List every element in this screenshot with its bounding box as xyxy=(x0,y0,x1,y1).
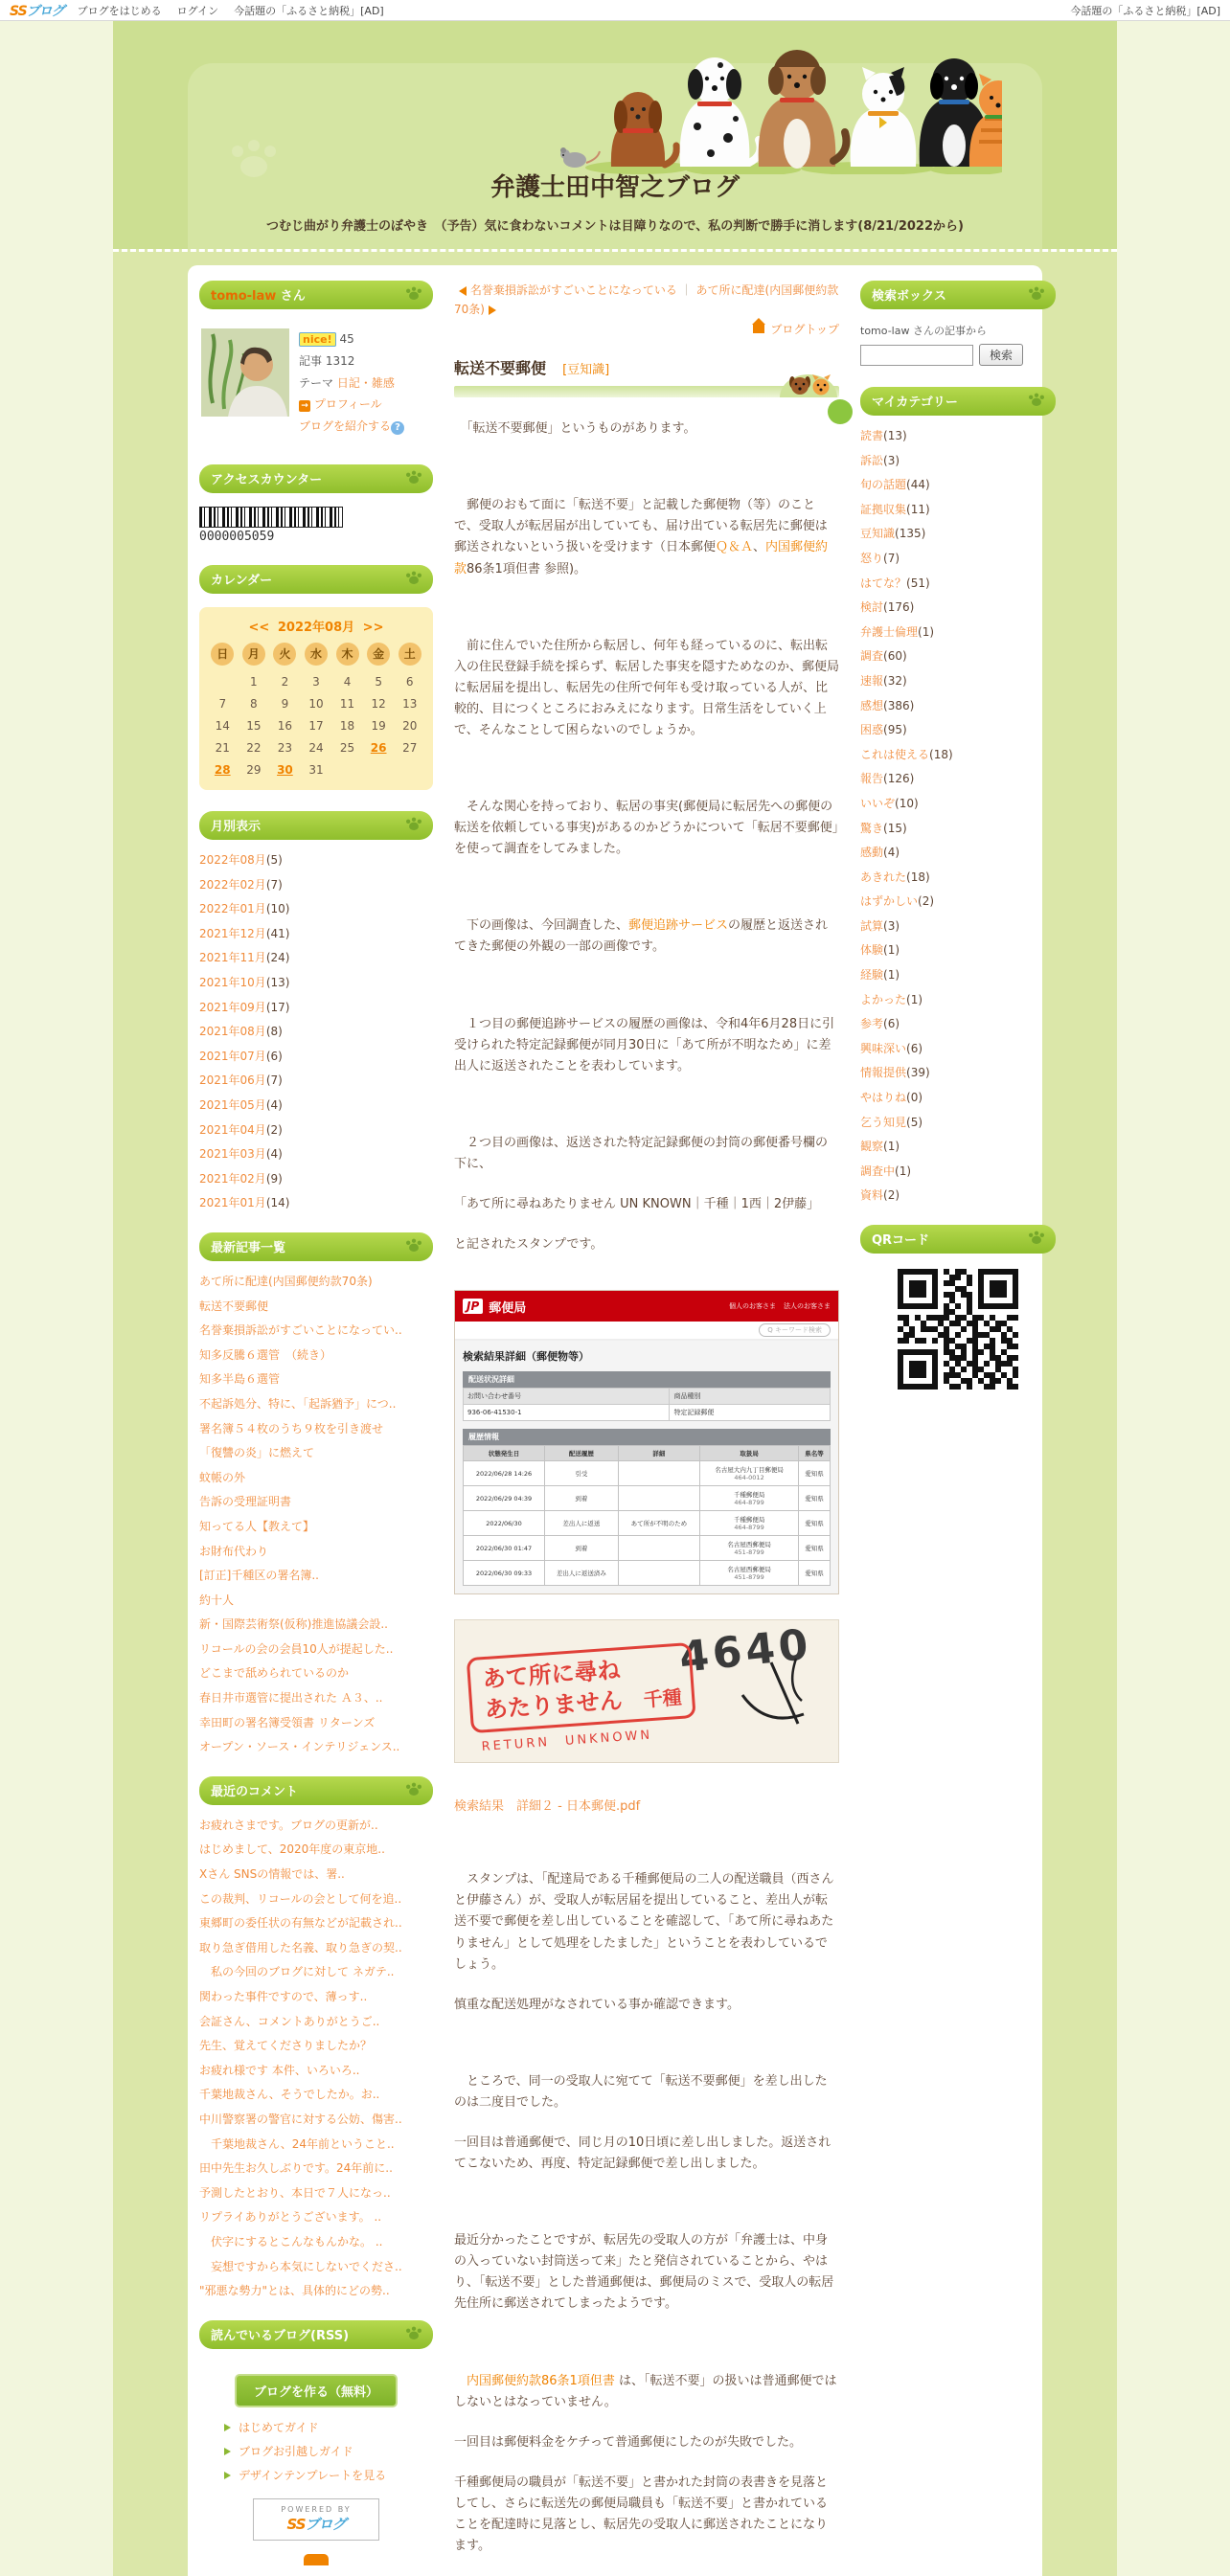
calendar-prev-button[interactable]: << xyxy=(248,621,270,636)
access-counter-value: 0000005059 xyxy=(199,530,275,545)
jp-search-box: Q キーワード検索 xyxy=(759,1323,831,1337)
powered-by-badge[interactable]: POWERED BY SSブログ xyxy=(253,2498,379,2541)
article-paragraph: 千種郵便局の職員が「転送不要」と書かれた封筒の表書きを見落としてし、さらに転送先の郵便局職員も「転送不要」と書かれていることを配達時に見落とし、転居先の受取人に郵送されたことになります。 xyxy=(454,2474,829,2554)
article-paragraph: 一回目は普通郵便で、同じ月の10日頃に差し出しました。返送されてこないため、再度、特定記録郵便で差し出しました。 xyxy=(454,2135,831,2172)
next-arrow-icon xyxy=(489,305,501,315)
recent-article-item[interactable]: 告訴の受理証明書 xyxy=(199,1495,292,1509)
recent-article-item[interactable]: 知多半島６選管 xyxy=(199,1372,281,1387)
recent-article-item[interactable]: 約十人 xyxy=(199,1593,235,1607)
archive-item[interactable]: 2021年08月(8) xyxy=(199,1025,283,1039)
article-paragraph: スタンプは、「配達局である千種郵便局の二人の配送職員（西さんと伊藤さん）が、受取人が転居届を提出していること、差出人が転送不要で郵便を差し出していることを確認して、「あて所に尋ねあたりません」として処理をしたました」ということを表わしているでしょう。 xyxy=(454,1872,834,1972)
article-paragraph: ところで、同一の受取人に宛てて「転送不要郵便」を差し出したのは二度目でした。 xyxy=(454,2073,828,2110)
article-category-link[interactable]: [豆知識] xyxy=(562,363,610,378)
brown-dog xyxy=(759,50,847,169)
weekday-label: 木 xyxy=(336,643,359,666)
next-article-link[interactable]: あて所に配達(内国郵便約款70条) xyxy=(454,283,839,317)
recent-comment-item[interactable]: 千葉地裁さん、そうでしたか。お.. xyxy=(199,2088,380,2102)
archive-item[interactable]: 2021年09月(17) xyxy=(199,1000,290,1014)
category-item[interactable]: よかった(1) xyxy=(860,992,923,1006)
calendar-date[interactable]: 13 xyxy=(402,697,418,712)
help-icon[interactable]: ? xyxy=(391,421,404,435)
recent-comment-item[interactable]: 予測したとおり、本日で７人になっ.. xyxy=(199,2185,391,2200)
recent-article-item[interactable]: [訂正]千種区の署名簿.. xyxy=(199,1569,319,1583)
archive-item[interactable]: 2022年08月(5) xyxy=(199,853,283,868)
category-item[interactable]: 興味深い(6) xyxy=(860,1041,923,1055)
calendar-date[interactable]: 20 xyxy=(402,719,418,734)
calendar-date[interactable]: 27 xyxy=(402,741,418,756)
blog-subtitle: つむじ曲がり弁護士のぼやき （予告）気に食わないコメントは目障りなので、私の判断で勝手に消します(8/21/2022から) xyxy=(266,219,964,234)
recent-comment-item[interactable]: お疲れ様です 本件、いろいろ.. xyxy=(199,2063,360,2077)
category-item[interactable]: これは使える(18) xyxy=(860,747,953,761)
jp-logo: JP xyxy=(463,1299,483,1314)
category-item[interactable]: いいぞ(10) xyxy=(860,796,919,810)
article-paragraph: そんな関心を持っており、転居の事実(郵便局に転居先への郵便の転送を依頼している事実)があるのかどうかについて「転居不要郵便」を使って調査をしてみました。 xyxy=(454,800,839,857)
weekday-label: 土 xyxy=(399,643,421,666)
calendar-date[interactable] xyxy=(394,763,425,777)
calendar-date[interactable]: 23 xyxy=(277,741,293,756)
category-item[interactable]: 観察(1) xyxy=(860,1140,900,1154)
recent-article-item[interactable]: 幸田町の署名簿受領書 リターンズ xyxy=(199,1715,376,1729)
archive-item[interactable]: 2021年06月(7) xyxy=(199,1073,283,1088)
weekday-label: 月 xyxy=(242,643,265,666)
section-header-recent-articles: 最新記事一覧 xyxy=(199,1232,433,1261)
tracking-page-title: 検索結果詳細（郵便物等） xyxy=(463,1350,589,1364)
right-ad-link[interactable]: 今話題の「ふるさと納税」[AD] xyxy=(1070,4,1220,17)
recent-article-item[interactable]: リコールの会の会員10人が提起した.. xyxy=(199,1641,394,1656)
article-title: 転送不要郵便 xyxy=(454,359,547,378)
archive-item[interactable]: 2021年11月(24) xyxy=(199,951,290,965)
inline-link[interactable]: 内国郵便約款 xyxy=(454,540,829,576)
category-item[interactable]: 情報提供(39) xyxy=(860,1066,930,1080)
category-item[interactable]: 乞う知見(5) xyxy=(860,1115,923,1129)
category-item[interactable]: 参考(6) xyxy=(860,1017,900,1031)
category-item[interactable]: 報告(126) xyxy=(860,772,915,786)
rss-icon[interactable] xyxy=(304,2554,329,2565)
paw-icon xyxy=(1027,391,1046,407)
calendar-date[interactable]: 29 xyxy=(246,763,262,778)
archive-item[interactable]: 2021年07月(6) xyxy=(199,1049,283,1063)
article-paragraph: 慎重な配送処理がなされている事か確認できます。 xyxy=(454,1997,740,2012)
history-section-label: 履歴情報 xyxy=(463,1429,831,1445)
pdf-link[interactable]: 検索結果 詳細２ - 日本郵便.pdf xyxy=(454,1799,641,1815)
category-item[interactable]: 証拠収集(11) xyxy=(860,502,930,516)
archive-item[interactable]: 2021年03月(4) xyxy=(199,1147,283,1162)
recent-article-item[interactable]: 春日井市選管に提出された Ａ３、.. xyxy=(199,1691,383,1706)
weekday-label: 日 xyxy=(211,643,234,666)
recent-article-item[interactable]: 名誉棄損訴訟がすごいことになってい.. xyxy=(199,1323,402,1338)
recent-comment-item[interactable]: リプライありがとうございます。 .. xyxy=(199,2210,382,2225)
blog-title[interactable]: 弁護士田中智之ブログ xyxy=(490,173,740,202)
paw-icon xyxy=(404,1780,423,1796)
calendar-date[interactable]: 9 xyxy=(281,697,289,712)
article-paragraph: 下の画像は、今回調査した、郵便追跡サービスの履歴と返送されてきた郵便の外観の一部の画像です。 xyxy=(454,918,829,955)
page-container xyxy=(113,21,1117,2576)
home-icon xyxy=(753,325,764,333)
category-item[interactable]: はてな？(51) xyxy=(860,576,930,590)
template-link[interactable]: デザインテンプレートを見る xyxy=(224,2467,433,2483)
section-header-qr: QRコード xyxy=(860,1225,1056,1254)
calendar-date[interactable]: 7 xyxy=(218,697,227,712)
content-area xyxy=(188,265,1042,2576)
category-item[interactable]: 試算(3) xyxy=(860,918,900,933)
category-item[interactable]: はずかしい(2) xyxy=(860,894,935,909)
calendar-dates xyxy=(207,675,425,777)
archive-item[interactable]: 2021年02月(9) xyxy=(199,1171,283,1186)
svg-text:千種: 千種 xyxy=(642,1685,683,1712)
svg-text:あたりません: あたりません xyxy=(484,1686,624,1724)
title-underline xyxy=(454,386,839,397)
prev-arrow-icon xyxy=(454,286,467,296)
calendar-date[interactable]: 30 xyxy=(277,763,293,778)
recent-article-item[interactable]: どこまで舐められているのか xyxy=(199,1666,350,1681)
inline-link[interactable]: 内国郵便約款86条1項但書 xyxy=(467,2373,615,2388)
calendar-date[interactable] xyxy=(331,763,363,777)
profile-photo[interactable] xyxy=(201,328,289,417)
calendar-date[interactable]: 28 xyxy=(214,763,231,778)
japanpost-header: JP 郵便局 個人のお客さま 法人のお客さま xyxy=(455,1291,838,1322)
recent-comment-list xyxy=(199,1819,433,2299)
article-paragraph: と記されたスタンプです。 xyxy=(454,1237,604,1253)
tracking-history-row: 2022/06/29 04:39 到着 千種郵便局 464-8799 愛知県 xyxy=(464,1486,831,1511)
recent-comment-item[interactable]: 私の今回のブログに対して ネガテ.. xyxy=(199,1965,395,1979)
recent-comment-item[interactable]: "邪悪な勢力"とは、具体的にどの勢.. xyxy=(199,2284,390,2298)
category-item[interactable]: 感想(386) xyxy=(860,698,915,712)
profile-username[interactable]: tomo-law xyxy=(211,289,277,304)
calendar-date[interactable]: 17 xyxy=(308,719,324,734)
paw-icon xyxy=(1027,284,1046,301)
category-item[interactable]: やはりね(0) xyxy=(860,1091,923,1105)
category-item[interactable]: 怒り(7) xyxy=(860,551,900,565)
recent-comment-item[interactable]: 取り急ぎ借用した名義、取り急ぎの契.. xyxy=(199,1940,402,1955)
recent-article-item[interactable]: お財布代わり xyxy=(199,1544,269,1558)
header-dogs-illustration xyxy=(552,31,1002,174)
recent-comment-item[interactable]: 田中先生お久しぶりです。24年前に.. xyxy=(199,2161,393,2176)
mini-animals-icon xyxy=(780,371,837,397)
japanpost-subnav xyxy=(455,1322,838,1341)
top-bar xyxy=(0,0,1230,21)
section-header-counter: アクセスカウンター xyxy=(199,464,433,493)
calendar-date[interactable]: 26 xyxy=(370,741,387,756)
recent-comment-item[interactable]: 東郷町の委任状の有無などが記載され.. xyxy=(199,1916,402,1931)
paw-icon xyxy=(404,2324,423,2340)
inline-link[interactable]: Ｑ＆Ａ xyxy=(716,540,754,555)
paw-icon xyxy=(1027,1229,1046,1245)
calendar-date[interactable]: 8 xyxy=(250,697,258,712)
calendar-date[interactable]: 31 xyxy=(308,763,324,778)
breadcrumb: 名誉棄損訴訟がすごいことになっている ｜ あて所に配達(内国郵便約款70条) ブログトップ xyxy=(454,283,839,336)
topic-ad-link[interactable]: 今話題の「ふるさと納税」[AD] xyxy=(234,4,384,17)
svg-text:RETURN UNKNOWN: RETURN UNKNOWN xyxy=(481,1728,653,1755)
paw-icon xyxy=(404,1236,423,1253)
arrow-icon: → xyxy=(299,400,310,412)
recent-article-item[interactable]: 「復讐の炎」に燃えて xyxy=(199,1446,315,1460)
recent-comment-item[interactable]: 先生、覚えてくださりましたか？ xyxy=(199,2039,373,2053)
article-body-bottom xyxy=(454,1869,839,2557)
calendar-date[interactable]: 25 xyxy=(339,741,355,756)
calendar-date[interactable]: 4 xyxy=(343,675,352,689)
calendar-date[interactable]: 12 xyxy=(371,697,386,712)
article-paragraph: ２つ目の画像は、返送された特定記録郵便の封筒の郵便番号欄の下に、 xyxy=(454,1135,829,1171)
article-paragraph: １つ目の郵便追跡サービスの履歴の画像は、令和4年6月28日に引受けられた特定記録郵便が同月30日に「あて所が不明なため」に差出人に返送されたことを表わしています。 xyxy=(454,1016,835,1073)
category-item[interactable]: 驚き(15) xyxy=(860,821,907,835)
category-item[interactable]: 調査中(1) xyxy=(860,1164,912,1178)
tracking-history-table: 状態発生日 配送履歴 詳細 取扱局 県名等 2022/06/28 14:26 引受 名古屋大内九丁目郵便局 464-0012 愛知県 2022/06/29 04:39 到着 千種郵便局 464-8799 愛知県 2022/06/30 差出人に返送 あて所が不明のため 千種郵便局 464-8799 愛知県 2022/06/30 01:47 到着 名古屋西郵便局 451-8799 愛知県 2022/06/30 09:33 差出人に返送済み 名古屋西郵便局 451-8799 愛知県 xyxy=(463,1445,831,1586)
login-link[interactable]: ログイン xyxy=(176,4,219,17)
guide-link[interactable]: はじめてガイド xyxy=(224,2419,433,2435)
calendar-date[interactable]: 18 xyxy=(339,719,355,734)
category-item[interactable]: あきれた(18) xyxy=(860,870,930,884)
category-item[interactable]: 経験(1) xyxy=(860,968,900,983)
paw-icon xyxy=(404,569,423,585)
calendar-date[interactable] xyxy=(207,675,239,689)
arrow-icon xyxy=(224,2424,235,2431)
category-list xyxy=(860,429,1056,1204)
start-blog-link[interactable]: ブログをはじめる xyxy=(77,4,162,17)
recent-article-item[interactable]: 不起訴処分、特に、「起訴猶予」につ.. xyxy=(199,1396,397,1411)
article-body-top xyxy=(454,418,839,1255)
calendar-date[interactable] xyxy=(363,763,395,777)
paw-icon xyxy=(404,468,423,485)
section-header-profile: tomo-law さん xyxy=(199,281,433,309)
calendar-date[interactable]: 3 xyxy=(312,675,320,689)
article-paragraph: 内国郵便約款86条1項但書 は、「転送不要」の扱いは普通郵便ではしないとはなっていません。 xyxy=(454,2373,837,2409)
handwritten-digits: 4640 xyxy=(676,1620,814,1683)
weekday-label: 金 xyxy=(367,643,390,666)
category-item[interactable]: 旬の話題(44) xyxy=(860,478,930,492)
category-item[interactable]: 速報(32) xyxy=(860,673,907,688)
calendar-date[interactable]: 11 xyxy=(339,697,355,712)
calendar-date[interactable]: 24 xyxy=(308,741,324,756)
calendar-date[interactable]: 15 xyxy=(246,719,262,734)
dalmatian-dog xyxy=(680,57,761,167)
tracking-history-row: 2022/06/30 09:33 差出人に返送済み 名古屋西郵便局 451-8799 愛知県 xyxy=(464,1561,831,1586)
calendar-month-label: 2022年08月 xyxy=(277,621,355,636)
side-green-dot[interactable] xyxy=(828,399,853,424)
archive-item[interactable]: 2022年01月(10) xyxy=(199,902,290,916)
recent-article-item[interactable]: 知多反騰６選管 （続き） xyxy=(199,1347,332,1362)
recent-comment-item[interactable]: お疲れさまです。ブログの更新が.. xyxy=(199,1818,378,1832)
article-paragraph: 前に住んでいた住所から転居し、何年も経っているのに、転出転入の住民登録手続を採らず、転居した事実を隠すためなのか、郵便局に転居届を提出し、転居先の住所で何年も受け取っている人が、比較的、目につくところにおみえになります。日常生活をしていく上で、そんなことして困らないのでしょうか。 xyxy=(454,638,839,738)
section-header-categories: マイカテゴリー xyxy=(860,387,1056,416)
recent-comment-item[interactable]: 関わった事件ですので、薄っす.. xyxy=(199,1990,368,2004)
calendar-date[interactable]: 16 xyxy=(277,719,293,734)
category-item[interactable]: 体験(1) xyxy=(860,943,900,958)
calendar-date[interactable]: 6 xyxy=(405,675,414,689)
archive-item[interactable]: 2021年05月(4) xyxy=(199,1098,283,1113)
tracking-screenshot[interactable] xyxy=(454,1290,839,1594)
make-blog-box xyxy=(199,2374,433,2565)
section-header-calendar: カレンダー xyxy=(199,565,433,594)
svg-text:あて所に尋ね: あて所に尋ね xyxy=(481,1656,622,1693)
section-header-search: 検索ボックス xyxy=(860,281,1056,309)
recent-comment-item[interactable]: Xさん SNSの情報では、署.. xyxy=(199,1867,345,1882)
calendar-weekdays xyxy=(207,643,425,666)
article-paragraph: 一回目は郵便料金をケチって普通郵便にしたのが失敗でした。 xyxy=(454,2434,802,2450)
recent-article-item[interactable]: 新・国際芸術祭(仮称)推進協議会設.. xyxy=(199,1617,388,1632)
category-item[interactable]: 弁護士倫理(1) xyxy=(860,624,935,639)
calendar-date[interactable]: 2 xyxy=(281,675,289,689)
search-input[interactable] xyxy=(860,345,973,366)
tracking-history-row: 2022/06/30 差出人に返送 あて所が不明のため 千種郵便局 464-8799 愛知県 xyxy=(464,1511,831,1536)
archive-item[interactable]: 2021年10月(13) xyxy=(199,976,290,990)
white-cat xyxy=(851,67,917,167)
recent-comment-item[interactable]: 伏字にするとこんなもんかな。 .. xyxy=(199,2234,383,2248)
calendar-date[interactable]: 1 xyxy=(250,675,258,689)
search-button[interactable]: 検索 xyxy=(979,344,1023,366)
calendar-next-button[interactable]: >> xyxy=(362,621,384,636)
section-header-rss: 読んでいるブログ(RSS) xyxy=(199,2320,433,2349)
article-paragraph: 「転送不要郵便」というものがあります。 xyxy=(454,421,696,437)
nice-count: 45 xyxy=(339,332,354,346)
archive-item[interactable]: 2021年12月(41) xyxy=(199,926,290,940)
tracking-info-table: お問い合わせ番号 商品種別 936-06-41530-1 特定記録郵便 xyxy=(463,1388,831,1421)
calendar-date[interactable]: 14 xyxy=(215,719,230,734)
section-header-archives: 月別表示 xyxy=(199,811,433,840)
calendar-date[interactable]: 22 xyxy=(246,741,262,756)
category-item[interactable]: 訴訟(3) xyxy=(860,453,900,467)
move-guide-link[interactable]: ブログお引越しガイド xyxy=(224,2443,433,2459)
category-item[interactable]: 困惑(95) xyxy=(860,723,907,737)
qr-code xyxy=(898,1269,1018,1390)
recent-comment-item[interactable]: 妄想ですから本気にしないでくださ.. xyxy=(199,2259,402,2273)
inline-link[interactable]: 郵便追跡サービス xyxy=(628,918,729,934)
archive-item[interactable]: 2022年02月(7) xyxy=(199,877,283,892)
profile-box: nice! 45 記事 1312 テーマ 日記・雑感 → プロフィール ブログを紹介する ? xyxy=(199,323,433,443)
blog-top-link[interactable]: ブログトップ xyxy=(770,322,839,336)
calendar-date[interactable]: 21 xyxy=(215,741,230,756)
paw-icon xyxy=(404,284,423,301)
archive-item[interactable]: 2021年01月(14) xyxy=(199,1196,290,1210)
prev-article-link[interactable]: 名誉棄損訴訟がすごいことになっている xyxy=(469,283,677,297)
archive-list xyxy=(199,853,433,1211)
recent-comment-item[interactable]: 会証さん、コメントありがとうご.. xyxy=(199,2014,380,2028)
profile-link[interactable]: プロフィール xyxy=(313,397,382,412)
weekday-label: 火 xyxy=(273,643,296,666)
main-column xyxy=(454,281,839,2576)
recent-article-item[interactable]: あて所に配達(内国郵便約款70条) xyxy=(199,1274,373,1288)
calendar-date[interactable]: 19 xyxy=(371,719,386,734)
recent-article-list xyxy=(199,1275,433,1755)
left-sidebar xyxy=(199,281,433,2576)
recent-article-item[interactable]: 署名簿５４枚のうち９枚を引き渡せ xyxy=(199,1421,384,1435)
ss-blog-logo[interactable]: SSブログ xyxy=(10,3,64,19)
blog-header xyxy=(113,21,1117,249)
article-paragraph: 郵便のおもて面に「転送不要」と記載した郵便物（等）のことで、受取人が転居届が出していても、届け出ている転居先に郵便は郵送されないという扱いを受けます（日本郵便Ｑ＆Ａ、内国郵便約款86条1項但書 参照)。 xyxy=(454,498,829,576)
arrow-icon xyxy=(224,2448,235,2455)
tracking-history-row: 2022/06/28 14:26 引受 名古屋大内九丁目郵便局 464-0012 愛知県 xyxy=(464,1461,831,1486)
category-item[interactable]: 感動(4) xyxy=(860,846,900,860)
recent-article-item[interactable]: オープン・ソース・インテリジェンス.. xyxy=(199,1740,400,1754)
weekday-label: 水 xyxy=(305,643,328,666)
return-stamp-image[interactable] xyxy=(454,1619,839,1763)
category-item[interactable]: 調査(60) xyxy=(860,649,907,664)
article-paragraph: 「あて所に尋ねあたりません UN KNOWN｜千種｜1西｜2伊藤」 xyxy=(454,1197,820,1212)
brown-dachshund xyxy=(611,92,676,167)
recent-article-item[interactable]: 転送不要郵便 xyxy=(199,1299,269,1313)
recent-comment-item[interactable]: この裁判、リコールの会として何を追.. xyxy=(199,1891,402,1906)
theme-link[interactable]: 日記・雑感 xyxy=(336,375,395,390)
recent-comment-item[interactable]: はじめまして、2020年度の東京地.. xyxy=(199,1842,385,1857)
recent-article-item[interactable]: 知ってる人【教えて】 xyxy=(199,1519,315,1533)
recent-comment-item[interactable]: 中川警察署の警官に対する公妨、傷害.. xyxy=(199,2112,402,2126)
category-item[interactable]: 豆知識(135) xyxy=(860,527,926,541)
paw-icon xyxy=(404,815,423,831)
recent-comment-item[interactable]: 千葉地裁さん、24年前ということ.. xyxy=(199,2136,395,2151)
section-header-recent-comments: 最近のコメント xyxy=(199,1776,433,1805)
category-item[interactable]: 資料(2) xyxy=(860,1188,900,1203)
tracking-section-label: 配送状況詳細 xyxy=(463,1371,831,1388)
search-hint: tomo-law さんの記事から xyxy=(860,325,987,337)
archive-item[interactable]: 2021年04月(2) xyxy=(199,1122,283,1137)
category-item[interactable]: 読書(13) xyxy=(860,429,907,442)
recent-article-item[interactable]: 蚊帳の外 xyxy=(199,1470,246,1484)
calendar xyxy=(199,607,433,790)
introduce-blog-link[interactable]: ブログを紹介する xyxy=(299,419,392,434)
create-blog-button[interactable]: ブログを作る（無料） xyxy=(235,2374,398,2407)
article-count: 記事 1312 xyxy=(299,353,355,368)
calendar-date[interactable]: 10 xyxy=(308,697,324,712)
right-sidebar xyxy=(860,281,1056,2576)
arrow-icon xyxy=(224,2472,235,2479)
access-counter-graphic xyxy=(199,507,343,528)
tracking-history-row: 2022/06/30 01:47 到着 名古屋西郵便局 451-8799 愛知県 xyxy=(464,1536,831,1561)
nice-badge[interactable]: nice! xyxy=(299,332,336,347)
calendar-date[interactable]: 5 xyxy=(375,675,382,689)
category-item[interactable]: 検討(176) xyxy=(860,600,915,615)
article-paragraph: 最近分かったことですが、転居先の受取人の方が「弁護士は、中身の入っていない封筒送って来」たと発信されていることから、やはり、「転送不要」とした普通郵便は、郵便局のミスで、受取人の転居先住所に郵送されてしまったようです。 xyxy=(454,2233,834,2312)
